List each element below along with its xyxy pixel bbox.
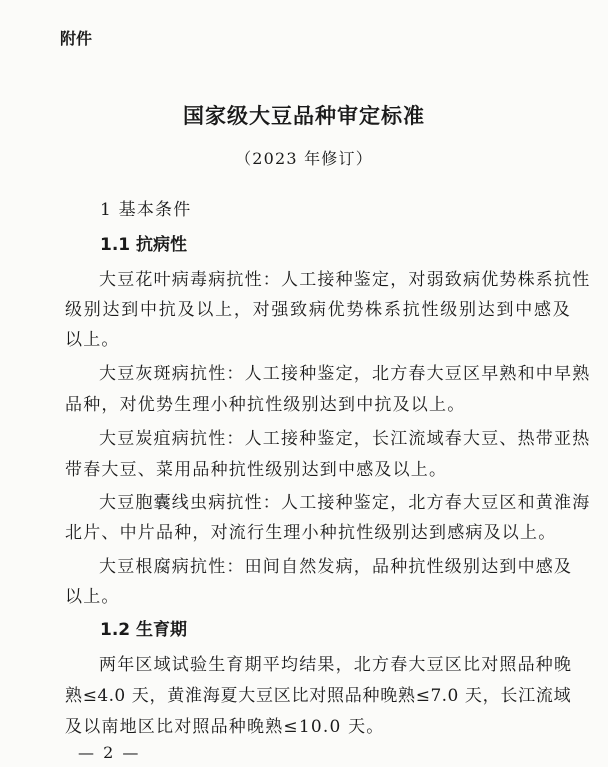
paragraph-line: 两年区域试验生育期平均结果，北方春大豆区比对照品种晚: [99, 655, 573, 675]
page-number: — 2 —: [78, 743, 141, 762]
paragraph-line: 带春大豆、菜用品种抗性级别达到中感及以上。: [65, 460, 448, 480]
paragraph-line: 熟≤4.0 天，黄淮海夏大豆区比对照品种晚熟≤7.0 天，长江流域: [65, 686, 571, 706]
paragraph-line: 以上。: [65, 330, 120, 350]
paragraph-line: 北片、中片品种，对流行生理小种抗性级别达到感病及以上。: [65, 523, 557, 543]
paragraph-line: 级别达到中抗及以上，对强致病优势株系抗性级别达到中感及: [65, 300, 571, 320]
paragraph-line: 大豆根腐病抗性：田间自然发病，品种抗性级别达到中感及: [99, 557, 573, 577]
document-title: 国家级大豆品种审定标准: [183, 104, 425, 128]
paragraph-line: 大豆灰斑病抗性：人工接种鉴定，北方春大豆区早熟和中早熟: [99, 364, 591, 384]
paragraph-line: 及以南地区比对照品种晚熟≤10.0 天。: [65, 717, 385, 737]
paragraph-line: 大豆胞囊线虫病抗性：人工接种鉴定，北方春大豆区和黄淮海: [99, 493, 591, 513]
section-1-2-heading: 1.2 生育期: [100, 620, 188, 640]
paragraph-line: 以上。: [65, 587, 120, 607]
paragraph-line: 品种，对优势生理小种抗性级别达到中抗及以上。: [65, 395, 466, 415]
attachment-label: 附件: [60, 29, 93, 48]
document-subtitle: （2023 年修订）: [235, 149, 373, 168]
section-1-1-heading: 1.1 抗病性: [100, 235, 188, 255]
section-1-heading: 1 基本条件: [100, 200, 192, 220]
paragraph-line: 大豆花叶病毒病抗性：人工接种鉴定，对弱致病优势株系抗性: [99, 270, 591, 290]
paragraph-line: 大豆炭疽病抗性：人工接种鉴定，长江流域春大豆、热带亚热: [99, 429, 591, 449]
